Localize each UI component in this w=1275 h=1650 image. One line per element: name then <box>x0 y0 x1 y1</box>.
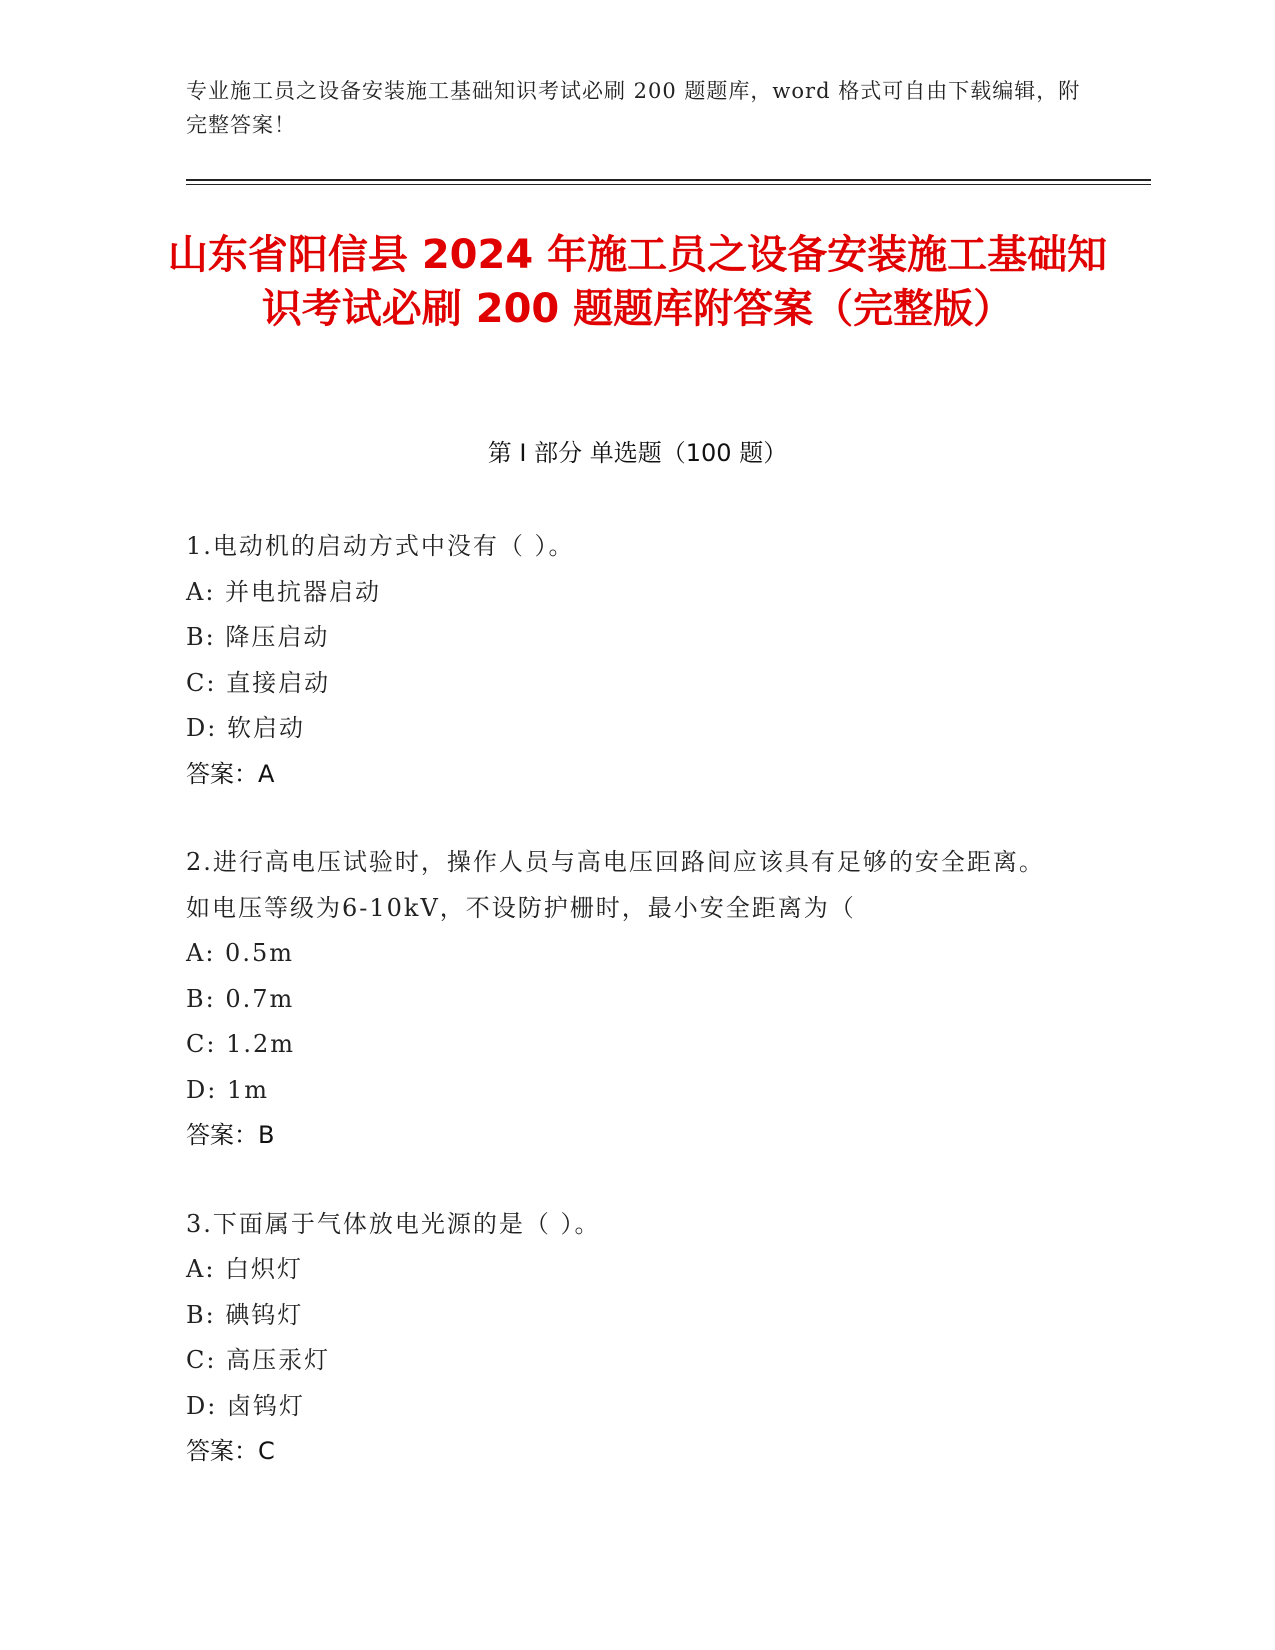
option-b: B: 碘钨灯 <box>186 1300 304 1329</box>
question-3 <box>186 1202 1066 1475</box>
document-title: 山东省阳信县 2024 年施工员之设备安装施工基础知识考试必刷 200 题题库附答案（完整版） <box>167 232 1108 332</box>
option-c: C: 直接启动 <box>186 668 331 697</box>
option-c: C: 1.2m <box>186 1030 296 1058</box>
answer-line: 答案：A <box>186 759 275 788</box>
answer-line: 答案：B <box>186 1121 275 1149</box>
question-text: 2.进行高电压试验时，操作人员与高电压回路间应该具有足够的安全距离。如电压等级为6-10kV，不设防护栅时，最小安全距离为（ <box>186 848 1045 922</box>
option-d: D: 1m <box>186 1075 269 1104</box>
header-note: 专业施工员之设备安装施工基础知识考试必刷 200 题题库，word 格式可自由下载编辑，附完整答案！ <box>186 79 1081 137</box>
question-text: 1.电动机的启动方式中没有（ ）。 <box>186 532 575 560</box>
option-d: D: 卤钨灯 <box>186 1391 305 1420</box>
header-divider-thin <box>186 184 1151 185</box>
question-2 <box>186 840 1066 1159</box>
option-a: A: 并电抗器启动 <box>186 577 382 606</box>
section-heading: 第 I 部分 单选题（100 题） <box>487 439 788 467</box>
question-text: 3.下面属于气体放电光源的是（ ）。 <box>186 1209 601 1238</box>
answer-line: 答案：C <box>186 1437 275 1465</box>
question-list <box>186 524 1066 1518</box>
header-divider <box>186 179 1151 181</box>
option-c: C: 高压汞灯 <box>186 1346 331 1374</box>
option-b: B: 降压启动 <box>186 623 330 651</box>
question-1 <box>186 524 1066 797</box>
option-b: B: 0.7m <box>186 984 295 1013</box>
option-a: A: 0.5m <box>186 939 294 967</box>
option-d: D: 软启动 <box>186 714 305 742</box>
option-a: A: 白炽灯 <box>186 1255 304 1283</box>
